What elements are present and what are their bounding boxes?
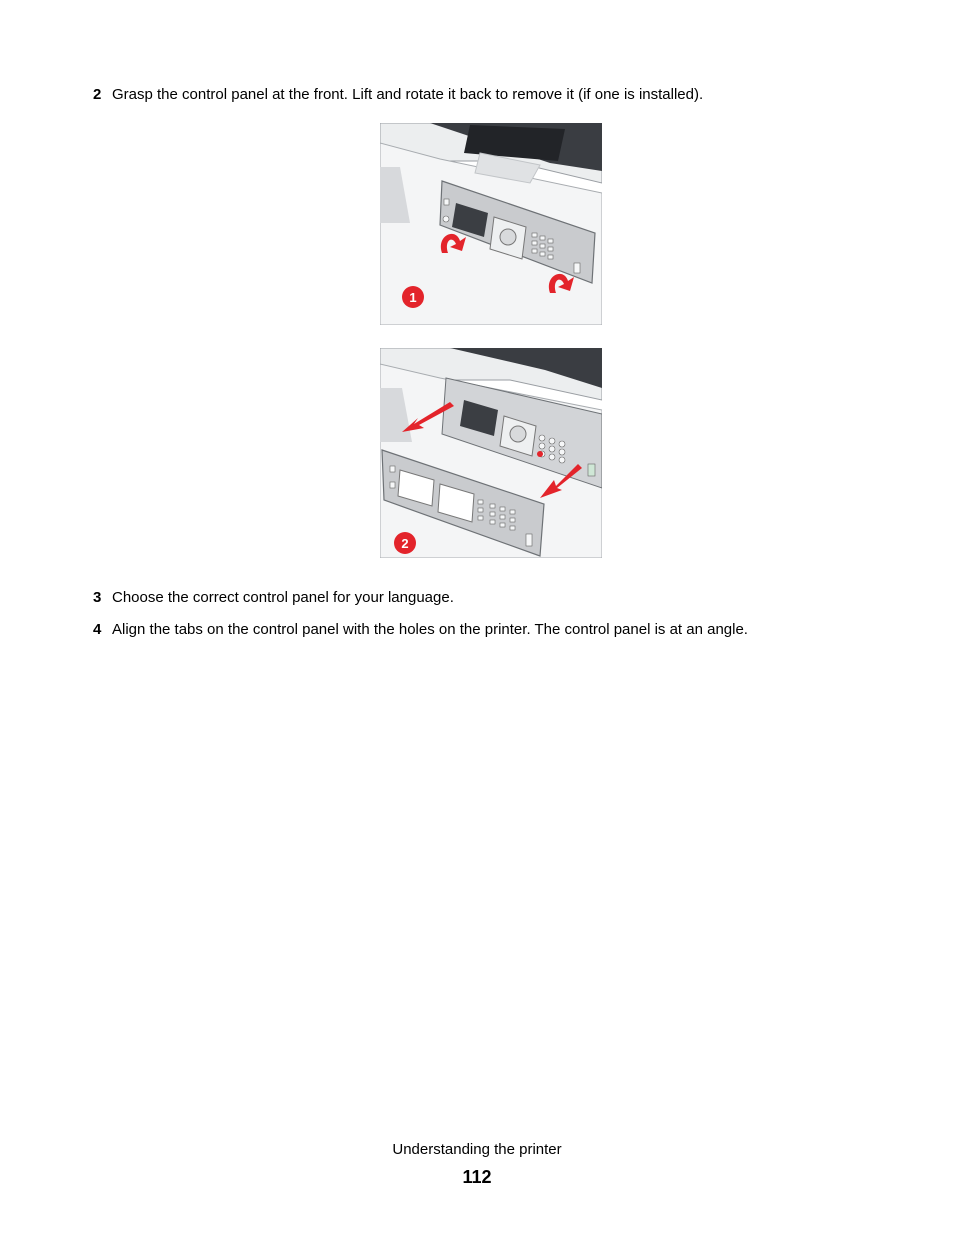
callout-label: 2 (401, 536, 409, 551)
step-4 (93, 621, 748, 639)
step-3 (93, 589, 454, 607)
step-2 (93, 86, 703, 104)
callout-label: 1 (409, 290, 417, 305)
step-number: 3 (93, 589, 102, 606)
page-number: 112 (462, 1167, 492, 1187)
step-text: Align the tabs on the control panel with the holes on the printer. The control panel is at an angle. (112, 621, 748, 638)
step-text: Grasp the control panel at the front. Lift and rotate it back to remove it (if one is installed). (112, 86, 704, 103)
step-number: 2 (93, 86, 102, 103)
figure-lift-control-panel (380, 123, 602, 325)
step-number: 4 (93, 621, 102, 638)
figure-remove-control-panel (380, 348, 602, 558)
footer-title: Understanding the printer (392, 1141, 562, 1158)
step-text: Choose the correct control panel for your language. (112, 589, 454, 606)
